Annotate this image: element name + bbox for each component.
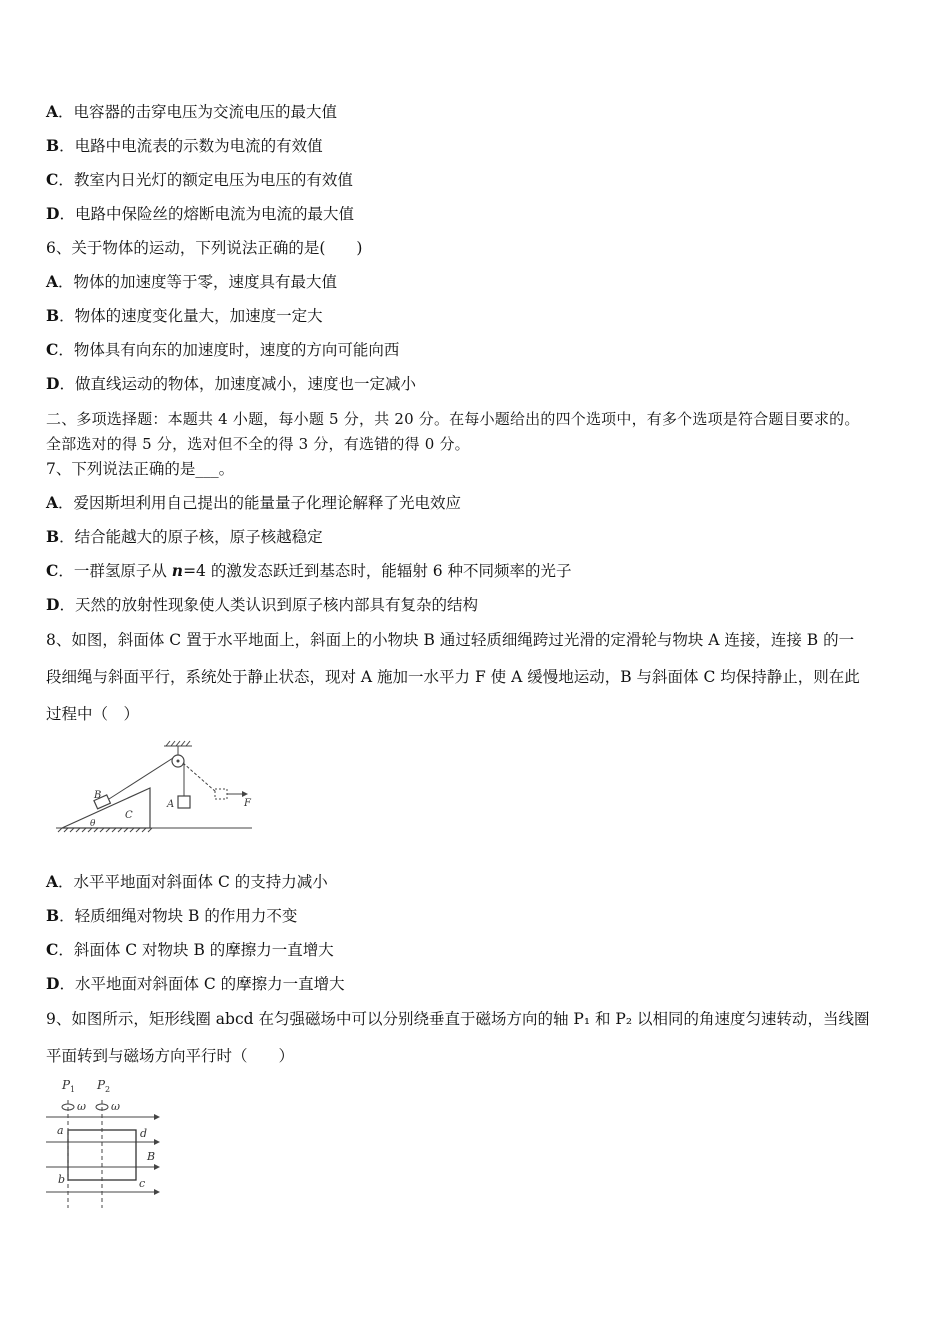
option-letter: B	[46, 136, 60, 155]
option-letter: A	[46, 872, 59, 891]
label-c: c	[139, 1177, 146, 1190]
label-omega-2: ω	[111, 1100, 120, 1113]
q6-option-d	[46, 374, 416, 394]
q8-option-a	[46, 872, 328, 892]
q8-option-c	[46, 940, 334, 960]
option-text: ．电路中保险丝的熔断电流为电流的最大值	[59, 205, 354, 223]
q5-option-c	[46, 170, 353, 190]
q8-incline-pulley-figure	[52, 738, 258, 840]
option-letter: D	[46, 374, 60, 393]
incline-c	[62, 788, 150, 828]
label-p2: P	[97, 1078, 106, 1092]
ceiling-hatch	[164, 741, 192, 755]
label-b: b	[58, 1173, 66, 1186]
option-text: ．斜面体 C 对物块 B 的摩擦力一直增大	[58, 941, 334, 959]
option-letter: B	[46, 906, 60, 925]
label-c: C	[125, 810, 133, 821]
label-a: a	[57, 1124, 64, 1137]
label-field-b: B	[147, 1150, 156, 1163]
q6-option-c	[46, 340, 399, 360]
option-text: ．天然的放射性现象使人类认识到原子核内部具有复杂的结构	[59, 596, 478, 614]
q6-stem: 6、关于物体的运动，下列说法正确的是( )	[46, 239, 363, 257]
option-text: ．物体的加速度等于零，速度具有最大值	[58, 273, 338, 291]
q6-option-a	[46, 272, 337, 292]
option-letter: D	[46, 595, 60, 614]
option-text: ．做直线运动的物体，加速度减小，速度也一定减小	[59, 375, 416, 393]
label-b: B	[94, 790, 102, 801]
italic-n: n	[171, 561, 184, 580]
q5-option-a	[46, 102, 337, 122]
label-f: F	[244, 798, 251, 809]
rope-dashed	[183, 763, 216, 792]
label-d: d	[140, 1127, 148, 1140]
section2-heading-line2: 全部选对的得 5 分，选对但不全的得 3 分，有选错的得 0 分。	[46, 435, 470, 453]
option-letter: A	[46, 272, 59, 291]
option-letter: A	[46, 493, 59, 512]
option-text: =4 的激发态跃迁到基态时，能辐射 6 种不同频率的光子	[183, 562, 572, 580]
option-text: ．结合能越大的原子核，原子核越稳定	[59, 528, 323, 546]
option-letter: D	[46, 974, 60, 993]
option-letter: A	[46, 102, 59, 121]
q7-option-d	[46, 595, 478, 615]
section2-heading-line1: 二、多项选择题：本题共 4 小题，每小题 5 分，共 20 分。在每小题给出的四个选项中，有多个选项是符合题目要求的。	[46, 410, 860, 428]
option-letter: B	[46, 527, 60, 546]
q8-stem-line3: 过程中（ ）	[46, 705, 140, 723]
q9-stem-line1: 9、如图所示，矩形线圈 abcd 在匀强磁场中可以分别绕垂直于磁场方向的轴 P₁ 和 P₂ 以相同的角速度匀速转动，当线圈	[46, 1010, 870, 1028]
label-p2-sub: 2	[105, 1085, 111, 1094]
option-text: ．水平平地面对斜面体 C 的支持力减小	[58, 873, 328, 891]
q6-option-b	[46, 306, 323, 326]
label-p1: P	[62, 1078, 71, 1092]
q8-option-b	[46, 906, 297, 926]
block-a	[178, 796, 190, 808]
option-letter: B	[46, 306, 60, 325]
q8-option-d	[46, 974, 345, 994]
option-text: ．教室内日光灯的额定电压为电压的有效值	[58, 171, 353, 189]
q8-stem-line2: 段细绳与斜面平行，系统处于静止状态，现对 A 施加一水平力 F 使 A 缓慢地运动，B 与斜面体 C 均保持静止，则在此	[46, 668, 860, 686]
block-a-dashed	[215, 789, 227, 799]
q7-option-b	[46, 527, 323, 547]
q7-option-c	[46, 561, 572, 581]
option-text: ．物体的速度变化量大，加速度一定大	[59, 307, 323, 325]
option-letter: C	[46, 170, 59, 189]
option-text: ．轻质细绳对物块 B 的作用力不变	[59, 907, 298, 925]
option-text: ．爱因斯坦利用自己提出的能量量子化理论解释了光电效应	[58, 494, 462, 512]
option-text: ．物体具有向东的加速度时，速度的方向可能向西	[58, 341, 400, 359]
option-letter: D	[46, 204, 60, 223]
label-a: A	[167, 799, 175, 810]
q9-stem-line2: 平面转到与磁场方向平行时（ ）	[46, 1047, 295, 1065]
label-p1-sub: 1	[70, 1085, 76, 1094]
q5-option-d	[46, 204, 354, 224]
q5-option-b	[46, 136, 323, 156]
q9-coil-magnetic-field-figure	[42, 1074, 166, 1210]
label-omega-1: ω	[77, 1100, 86, 1113]
option-text: ．水平地面对斜面体 C 的摩擦力一直增大	[59, 975, 345, 993]
option-text: ．电路中电流表的示数为电流的有效值	[59, 137, 323, 155]
option-text: ．电容器的击穿电压为交流电压的最大值	[58, 103, 338, 121]
option-letter: C	[46, 940, 59, 959]
q7-stem: 7、下列说法正确的是___。	[46, 460, 235, 478]
q7-option-a	[46, 493, 461, 513]
q8-stem-line1: 8、如图，斜面体 C 置于水平地面上，斜面上的小物块 B 通过轻质细绳跨过光滑的定滑轮与物块 A 连接，连接 B 的一	[46, 631, 855, 649]
option-letter: C	[46, 561, 59, 580]
option-text: ．一群氢原子从	[58, 562, 172, 580]
rope-b	[109, 758, 173, 799]
label-theta: θ	[90, 819, 96, 829]
option-letter: C	[46, 340, 59, 359]
